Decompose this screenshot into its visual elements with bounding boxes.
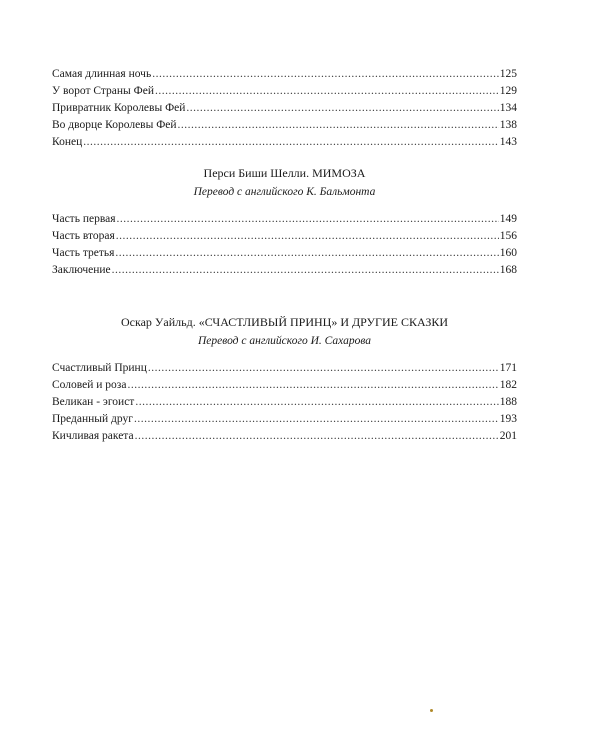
toc-entry-title: Конец — [52, 136, 83, 148]
toc-entry-page: 160 — [499, 247, 517, 259]
toc-entry-title: Часть вторая — [52, 230, 115, 242]
toc-entry[interactable] — [52, 262, 517, 279]
toc-entry-page: 156 — [499, 230, 517, 242]
toc-entry[interactable] — [52, 411, 517, 428]
toc-entry[interactable] — [52, 360, 517, 377]
toc-entry-title: Соловей и роза — [52, 379, 127, 391]
dot-leader — [115, 245, 498, 262]
dot-leader — [152, 66, 499, 83]
toc-entry[interactable] — [52, 245, 517, 262]
dot-leader — [148, 360, 499, 377]
toc-list-section-3 — [52, 360, 517, 445]
dot-leader — [83, 134, 498, 151]
toc-entry[interactable] — [52, 117, 517, 134]
dot-leader — [134, 411, 499, 428]
toc-entry-title: Часть третья — [52, 247, 115, 259]
toc-entry[interactable] — [52, 228, 517, 245]
toc-entry-page: 188 — [499, 396, 517, 408]
toc-entry-page: 182 — [499, 379, 517, 391]
dot-leader — [117, 211, 499, 228]
toc-list-section-2 — [52, 211, 517, 279]
toc-entry[interactable] — [52, 377, 517, 394]
section-translator-line: Перевод с английского И. Сахарова — [197, 335, 371, 347]
toc-entry-title: Счастливый Принц — [52, 362, 147, 374]
toc-entry-title: Привратник Королевы Фей — [52, 102, 186, 114]
section-heading-shelley — [52, 165, 517, 200]
toc-entry[interactable] — [52, 428, 517, 445]
toc-entry-page: 134 — [499, 102, 517, 114]
toc-entry-title: Часть первая — [52, 213, 116, 225]
section-translator-line: Перевод с английского К. Бальмонта — [193, 186, 376, 198]
print-speck — [430, 709, 433, 712]
toc-entry-page: 129 — [499, 85, 517, 97]
toc-entry-page: 125 — [499, 68, 517, 80]
section-heading-wilde — [52, 314, 517, 349]
dot-leader — [116, 228, 499, 245]
toc-entry[interactable] — [52, 394, 517, 411]
toc-entry-page: 143 — [499, 136, 517, 148]
toc-entry[interactable] — [52, 134, 517, 151]
toc-entry[interactable] — [52, 66, 517, 83]
dot-leader — [135, 428, 499, 445]
toc-entry[interactable] — [52, 83, 517, 100]
dot-leader — [135, 394, 498, 411]
toc-entry-page: 201 — [499, 430, 517, 442]
dot-leader — [178, 117, 499, 134]
toc-entry-page: 193 — [499, 413, 517, 425]
toc-entry-title: Кичливая ракета — [52, 430, 134, 442]
toc-entry[interactable] — [52, 100, 517, 117]
toc-entry-page: 149 — [499, 213, 517, 225]
toc-entry-title: Преданный друг — [52, 413, 133, 425]
dot-leader — [155, 83, 499, 100]
toc-entry-page: 168 — [499, 264, 517, 276]
toc-entry-title: У ворот Страны Фей — [52, 85, 155, 97]
dot-leader — [127, 377, 498, 394]
section-author-line: Перси Биши Шелли. МИМОЗА — [203, 166, 366, 180]
section-author-line: Оскар Уайльд. «СЧАСТЛИВЫЙ ПРИНЦ» И ДРУГИЕ СКАЗКИ — [120, 315, 449, 329]
dot-leader — [112, 262, 499, 279]
toc-entry-title: Во дворце Королевы Фей — [52, 119, 177, 131]
toc-list-section-1 — [52, 66, 517, 151]
toc-entry-title: Самая длинная ночь — [52, 68, 152, 80]
toc-entry-page: 138 — [499, 119, 517, 131]
toc-entry-title: Великан - эгоист — [52, 396, 135, 408]
toc-entry-page: 171 — [499, 362, 517, 374]
toc-entry[interactable] — [52, 211, 517, 228]
toc-entry-title: Заключение — [52, 264, 111, 276]
dot-leader — [186, 100, 498, 117]
